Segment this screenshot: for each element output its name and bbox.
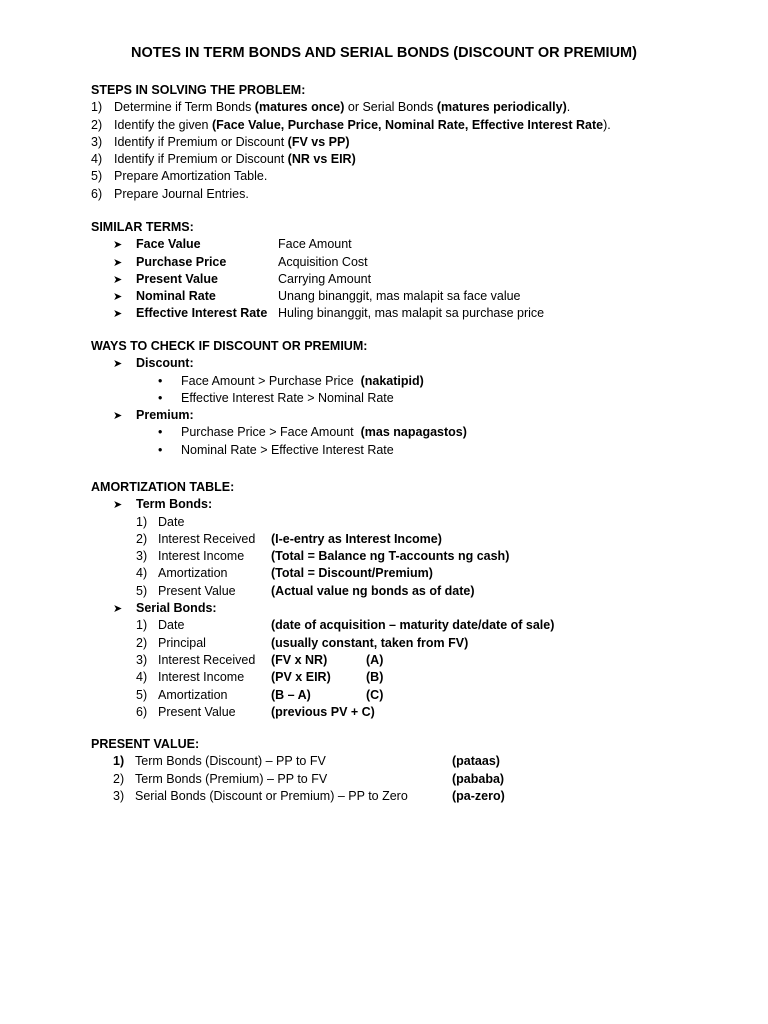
dot-bullet-icon: • bbox=[158, 373, 163, 388]
similar-term-row: ➤ Purchase Price Acquisition Cost bbox=[91, 254, 731, 271]
pv-row: 2) Term Bonds (Premium) – PP to FV (pababa) bbox=[113, 771, 505, 786]
present-value-section bbox=[91, 736, 731, 805]
pv-heading: PRESENT VALUE: bbox=[91, 737, 200, 751]
arrow-bullet-icon: ➤ bbox=[113, 499, 123, 512]
dot-bullet-icon: • bbox=[158, 390, 163, 405]
arrow-bullet-icon: ➤ bbox=[113, 273, 123, 286]
term-row: 2) Interest Received (I-e-entry as Interest Income) bbox=[136, 531, 442, 546]
step-item: 6) Prepare Journal Entries. bbox=[91, 186, 249, 201]
arrow-bullet-icon: ➤ bbox=[113, 603, 123, 616]
similar-terms-section bbox=[91, 219, 731, 323]
step-item: 3) Identify if Premium or Discount (FV vs PP) bbox=[91, 134, 350, 149]
term-row: 5) Present Value (Actual value ng bonds as of date) bbox=[136, 583, 475, 598]
serial-row: 1) Date (date of acquisition – maturity date/date of sale) bbox=[136, 618, 555, 633]
discount-label-row: ➤ Discount: bbox=[91, 355, 731, 372]
amortization-section bbox=[91, 479, 731, 721]
similar-term-row: ➤ Nominal Rate Unang binanggit, mas malapit sa face value bbox=[91, 288, 731, 305]
premium-bullet: • Purchase Price > Face Amount (mas napagastos) bbox=[91, 424, 731, 441]
similar-term-row: ➤ Face Value Face Amount bbox=[91, 236, 731, 253]
serial-bonds-label-row: ➤ Serial Bonds: bbox=[91, 600, 731, 617]
serial-row: 2) Principal (usually constant, taken from FV) bbox=[136, 635, 469, 650]
term-row: 1) Date bbox=[136, 514, 185, 529]
arrow-bullet-icon: ➤ bbox=[113, 410, 123, 423]
pv-row: 1) Term Bonds (Discount) – PP to FV (pataas) bbox=[113, 754, 500, 769]
similar-heading: SIMILAR TERMS: bbox=[91, 220, 194, 234]
premium-label-row: ➤ Premium: bbox=[91, 407, 731, 424]
serial-row: 3) Interest Received (FV x NR) (A) bbox=[136, 652, 384, 667]
step-item: 4) Identify if Premium or Discount (NR vs EIR) bbox=[91, 152, 356, 167]
discount-premium-section bbox=[91, 338, 731, 459]
discount-bullet: • Face Amount > Purchase Price (nakatipid) bbox=[91, 373, 731, 390]
step-item: 5) Prepare Amortization Table. bbox=[91, 169, 268, 184]
arrow-bullet-icon: ➤ bbox=[113, 239, 123, 252]
steps-heading: STEPS IN SOLVING THE PROBLEM: bbox=[91, 83, 306, 97]
arrow-bullet-icon: ➤ bbox=[113, 358, 123, 371]
discount-bullet: • Effective Interest Rate > Nominal Rate bbox=[91, 390, 731, 407]
page-title: NOTES IN TERM BONDS AND SERIAL BONDS (DISCOUNT OR PREMIUM) bbox=[131, 45, 637, 61]
term-row: 4) Amortization (Total = Discount/Premium) bbox=[136, 566, 433, 581]
amort-heading: AMORTIZATION TABLE: bbox=[91, 480, 235, 494]
steps-section bbox=[91, 82, 731, 203]
term-bonds-label-row: ➤ Term Bonds: bbox=[91, 496, 731, 513]
ways-heading: WAYS TO CHECK IF DISCOUNT OR PREMIUM: bbox=[91, 339, 368, 353]
arrow-bullet-icon: ➤ bbox=[113, 291, 123, 304]
serial-row: 4) Interest Income (PV x EIR) (B) bbox=[136, 670, 384, 685]
premium-bullet: • Nominal Rate > Effective Interest Rate bbox=[91, 442, 731, 459]
arrow-bullet-icon: ➤ bbox=[113, 308, 123, 321]
dot-bullet-icon: • bbox=[158, 425, 163, 440]
step-item: 1) Determine if Term Bonds (matures once) or Serial Bonds (matures periodically). bbox=[91, 100, 571, 115]
step-item: 2) Identify the given (Face Value, Purchase Price, Nominal Rate, Effective Interest Rate). bbox=[91, 117, 611, 132]
dot-bullet-icon: • bbox=[158, 442, 163, 457]
term-row: 3) Interest Income (Total = Balance ng T-accounts ng cash) bbox=[136, 549, 510, 564]
serial-row: 6) Present Value (previous PV + C) bbox=[136, 704, 375, 719]
arrow-bullet-icon: ➤ bbox=[113, 256, 123, 269]
similar-term-row: ➤ Present Value Carrying Amount bbox=[91, 271, 731, 288]
serial-row: 5) Amortization (B – A) (C) bbox=[136, 687, 384, 702]
similar-term-row: ➤ Effective Interest Rate Huling binanggit, mas malapit sa purchase price bbox=[91, 305, 731, 322]
pv-row: 3) Serial Bonds (Discount or Premium) – PP to Zero (pa-zero) bbox=[113, 788, 505, 803]
